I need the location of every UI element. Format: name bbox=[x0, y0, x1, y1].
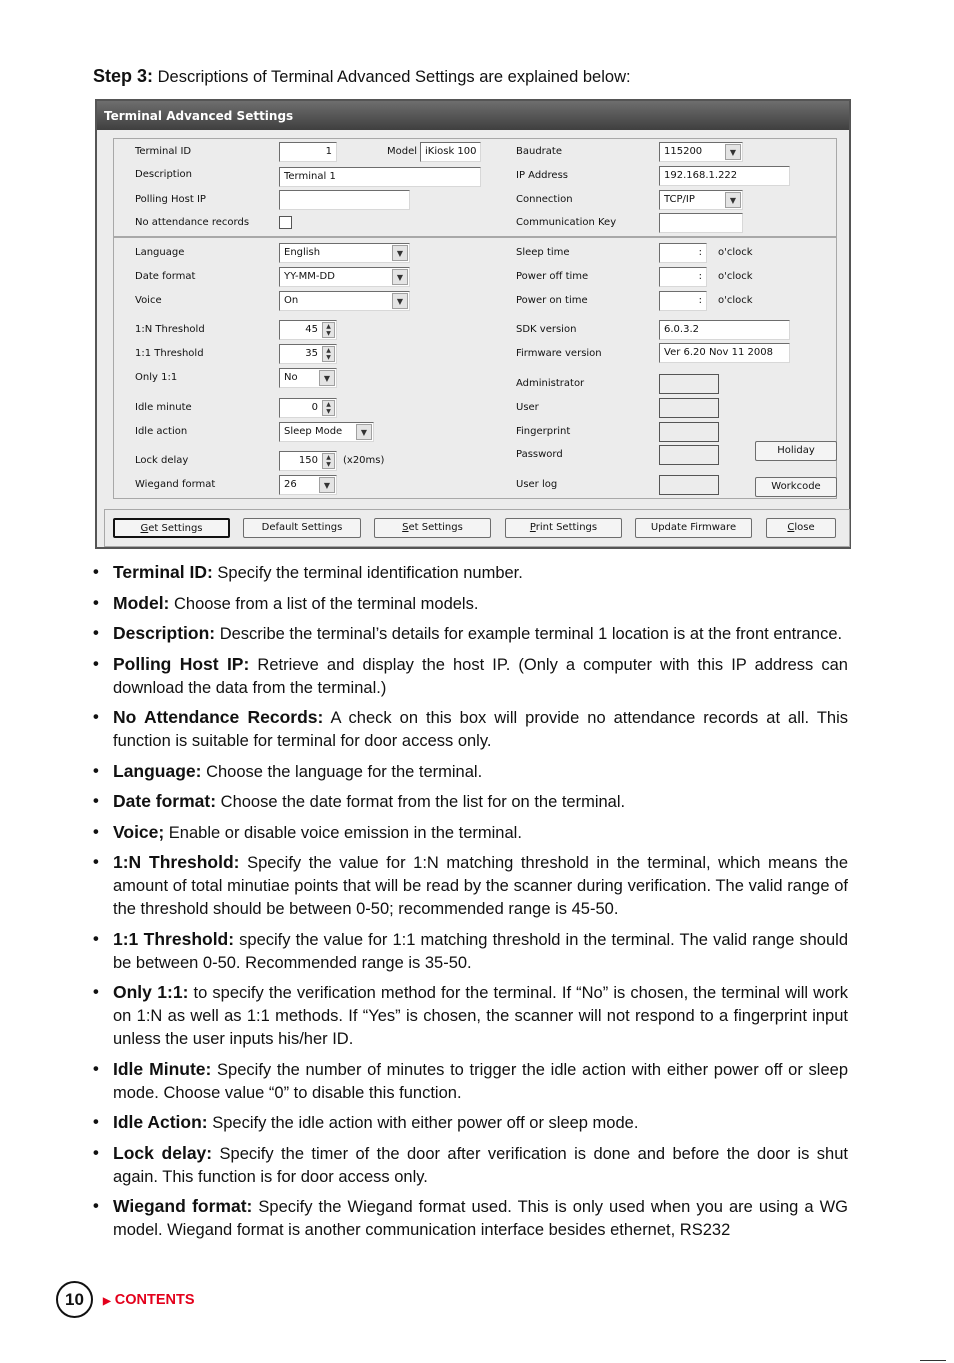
fingerprint-label: Fingerprint bbox=[516, 426, 571, 437]
print-settings-mnemonic: P bbox=[529, 522, 536, 533]
idle-action-label: Idle action bbox=[135, 426, 188, 437]
description-label: Description bbox=[135, 169, 192, 180]
user-log-label: User log bbox=[516, 479, 558, 490]
sleep-time-input[interactable]: : bbox=[659, 243, 707, 263]
one-threshold-value: 35 bbox=[305, 348, 318, 359]
holiday-button[interactable]: Holiday bbox=[755, 441, 837, 461]
print-settings-label: rint Settings bbox=[535, 522, 598, 533]
set-settings-label: et Settings bbox=[408, 522, 463, 533]
only-11-select[interactable] bbox=[279, 368, 337, 388]
lock-delay-label: Lock delay bbox=[135, 455, 189, 466]
list-item-term: Wiegand format: bbox=[113, 1196, 253, 1216]
idle-minute-label: Idle minute bbox=[135, 402, 192, 413]
workcode-button[interactable]: Workcode bbox=[755, 477, 837, 497]
wiegand-format-select[interactable] bbox=[279, 475, 337, 495]
list-item bbox=[93, 928, 848, 975]
get-settings-button[interactable] bbox=[113, 518, 230, 538]
power-off-time-input[interactable]: : bbox=[659, 267, 707, 287]
list-item bbox=[93, 706, 848, 753]
sdk-version-input[interactable]: 6.0.3.2 bbox=[659, 320, 790, 340]
list-item-text: Retrieve and display the host IP. (Only a computer with this IP address can download the data from the terminal.) bbox=[113, 655, 848, 697]
ip-address-input[interactable]: 192.168.1.222 bbox=[659, 166, 790, 186]
triangle-right-icon: ▶ bbox=[103, 1296, 111, 1307]
list-item bbox=[93, 981, 848, 1051]
list-item-text: Specify the idle action with either power off or sleep mode. bbox=[207, 1114, 639, 1132]
polling-host-ip-input[interactable] bbox=[279, 190, 410, 210]
set-settings-button[interactable] bbox=[374, 518, 491, 538]
voice-select[interactable] bbox=[279, 291, 410, 311]
chevron-down-icon[interactable]: ▼ bbox=[319, 370, 335, 386]
sleep-time-oclock: o'clock bbox=[718, 247, 753, 258]
no-attendance-checkbox[interactable] bbox=[279, 216, 292, 229]
contents-link[interactable] bbox=[103, 1292, 194, 1308]
language-value: English bbox=[284, 247, 321, 258]
no-attendance-label: No attendance records bbox=[135, 217, 250, 228]
list-item bbox=[93, 561, 848, 585]
list-item-text: Describe the terminal’s details for example terminal 1 location is at the front entrance. bbox=[215, 625, 843, 643]
administrator-count bbox=[659, 374, 719, 394]
default-settings-button[interactable]: Default Settings bbox=[243, 518, 361, 538]
list-item bbox=[93, 851, 848, 921]
chevron-down-icon[interactable]: ▼ bbox=[725, 144, 741, 160]
user-log-count bbox=[659, 475, 719, 495]
list-item-term: Voice; bbox=[113, 821, 165, 842]
n-threshold-label: 1:N Threshold bbox=[135, 324, 205, 335]
spin-arrows-icon[interactable]: ▲ ▼ bbox=[322, 400, 335, 416]
fingerprint-count bbox=[659, 422, 719, 442]
user-count bbox=[659, 398, 719, 418]
list-item-text: Specify the Wiegand format used. This is only used when you are using a WG model. Wiegand format is another communication interface besides ethernet, RS232 bbox=[113, 1198, 848, 1239]
terminal-id-input[interactable]: 1 bbox=[279, 142, 337, 162]
list-item-text: Specify the terminal identification number. bbox=[212, 564, 523, 582]
list-item-term: Only 1:1: bbox=[113, 982, 189, 1002]
window-title: Terminal Advanced Settings bbox=[97, 101, 849, 130]
list-item-term: Lock delay: bbox=[113, 1142, 213, 1163]
voice-label: Voice bbox=[135, 295, 162, 306]
get-settings-label: et Settings bbox=[148, 523, 203, 534]
n-threshold-value: 45 bbox=[305, 324, 318, 335]
communication-key-input[interactable] bbox=[659, 213, 743, 233]
power-on-time-label: Power on time bbox=[516, 295, 588, 306]
date-format-select[interactable] bbox=[279, 267, 410, 287]
list-item-text: Choose from a list of the terminal models. bbox=[169, 594, 479, 613]
description-input[interactable]: Terminal 1 bbox=[279, 167, 481, 187]
list-item-term: 1:1 Threshold: bbox=[113, 928, 235, 949]
idle-action-select[interactable] bbox=[279, 422, 374, 442]
contents-link-label: CONTENTS bbox=[114, 1292, 195, 1308]
step-text: Descriptions of Terminal Advanced Settings are explained below: bbox=[153, 68, 631, 86]
list-item-term: 1:N Threshold: bbox=[113, 852, 240, 872]
list-item-term: Model: bbox=[113, 592, 170, 613]
list-item bbox=[93, 760, 848, 784]
list-item-term: Idle Action: bbox=[113, 1112, 208, 1132]
lock-delay-value: 150 bbox=[298, 455, 318, 466]
close-label: lose bbox=[794, 522, 815, 533]
list-item-term: Polling Host IP: bbox=[113, 653, 250, 674]
close-mnemonic: C bbox=[787, 522, 795, 533]
settings-description-list bbox=[93, 561, 848, 1249]
date-format-value: YY-MM-DD bbox=[284, 271, 335, 282]
chevron-down-icon[interactable]: ▼ bbox=[356, 424, 372, 440]
list-item-text: Enable or disable voice emission in the terminal. bbox=[164, 823, 522, 842]
list-item bbox=[93, 1058, 848, 1105]
connection-label: Connection bbox=[516, 194, 573, 205]
one-threshold-label: 1:1 Threshold bbox=[135, 348, 204, 359]
update-firmware-button[interactable]: Update Firmware bbox=[635, 518, 752, 538]
sleep-time-label: Sleep time bbox=[516, 247, 570, 258]
connection-select[interactable] bbox=[659, 190, 743, 210]
list-item bbox=[93, 1195, 848, 1242]
list-item-text: specify the value for 1:1 matching threshold in the terminal. The valid range should be between 0-50. Recommended range is 35-50. bbox=[113, 930, 848, 972]
list-item bbox=[93, 790, 848, 814]
page-number: 10 bbox=[56, 1281, 93, 1318]
connection-value: TCP/IP bbox=[664, 194, 695, 205]
idle-minute-value: 0 bbox=[311, 402, 318, 413]
model-input[interactable]: iKiosk 100 bbox=[420, 142, 481, 162]
list-item-term: Date format: bbox=[113, 791, 217, 811]
chevron-down-icon[interactable]: ▼ bbox=[392, 269, 408, 285]
close-button[interactable] bbox=[766, 518, 836, 538]
wiegand-format-label: Wiegand format bbox=[135, 479, 216, 490]
chevron-down-icon[interactable]: ▼ bbox=[392, 293, 408, 309]
list-item-term: Description: bbox=[113, 623, 216, 643]
baudrate-label: Baudrate bbox=[516, 146, 562, 157]
idle-minute-stepper[interactable] bbox=[279, 398, 337, 418]
one-threshold-stepper[interactable] bbox=[279, 344, 337, 364]
list-item-text: to specify the verification method for the terminal. If “No” is chosen, the terminal will work on 1:N as well as 1:1 methods. If “Yes” is chosen, the scanner will not respond to a fingerprint input unless the user inputs his/her ID. bbox=[113, 984, 848, 1048]
print-settings-button[interactable] bbox=[505, 518, 622, 538]
list-item bbox=[93, 653, 848, 700]
list-item-term: Language: bbox=[113, 760, 202, 781]
list-item bbox=[93, 1142, 848, 1189]
terminal-advanced-settings-window bbox=[95, 99, 851, 549]
lock-delay-stepper[interactable] bbox=[279, 451, 337, 471]
language-label: Language bbox=[135, 247, 185, 258]
only-11-label: Only 1:1 bbox=[135, 372, 178, 383]
model-label: Model bbox=[387, 146, 418, 157]
set-settings-mnemonic: S bbox=[402, 522, 409, 533]
chevron-down-icon[interactable]: ▼ bbox=[319, 477, 335, 493]
list-item bbox=[93, 592, 848, 616]
list-item bbox=[93, 622, 848, 646]
only-11-value: No bbox=[284, 372, 298, 383]
list-item-term: No Attendance Records: bbox=[113, 707, 324, 727]
lock-delay-unit: (x20ms) bbox=[343, 455, 385, 466]
password-count bbox=[659, 445, 719, 465]
power-off-oclock: o'clock bbox=[718, 271, 753, 282]
footer-rule bbox=[920, 1360, 946, 1361]
list-item-text: Specify the number of minutes to trigger the idle action with either power off or sleep mode. Choose value “0” to disable this function. bbox=[113, 1060, 849, 1102]
step-heading bbox=[93, 66, 631, 87]
language-select[interactable] bbox=[279, 243, 410, 263]
list-item bbox=[93, 821, 848, 845]
firmware-version-label: Firmware version bbox=[516, 348, 602, 359]
password-label: Password bbox=[516, 449, 563, 460]
user-label: User bbox=[516, 402, 539, 413]
spin-arrows-icon[interactable]: ▲ ▼ bbox=[322, 322, 335, 338]
list-item-text: Choose the date format from the list for on the terminal. bbox=[216, 793, 626, 811]
power-on-oclock: o'clock bbox=[718, 295, 753, 306]
list-item bbox=[93, 1111, 848, 1135]
n-threshold-stepper[interactable] bbox=[279, 320, 337, 340]
power-off-time-label: Power off time bbox=[516, 271, 589, 282]
communication-key-label: Communication Key bbox=[516, 217, 617, 228]
firmware-version-input[interactable]: Ver 6.20 Nov 11 2008 bbox=[659, 343, 790, 363]
list-item-text: Specify the value for 1:N matching threshold in the terminal, which means the amount of total minutiae points that will be read by the scanner during verification. The valid range of the threshold should be between 0-50; recommended range is 45-50. bbox=[113, 854, 848, 918]
polling-host-ip-label: Polling Host IP bbox=[135, 194, 206, 205]
date-format-label: Date format bbox=[135, 271, 196, 282]
baudrate-select[interactable] bbox=[659, 142, 743, 162]
list-item-term: Idle Minute: bbox=[113, 1058, 212, 1079]
administrator-label: Administrator bbox=[516, 378, 585, 389]
spin-arrows-icon[interactable]: ▲ ▼ bbox=[322, 453, 335, 469]
step-label: Step 3: bbox=[93, 66, 154, 86]
get-settings-mnemonic: G bbox=[140, 523, 149, 534]
list-item-text: A check on this box will provide no attendance records at all. This function is suitable for terminal for door access only. bbox=[113, 709, 848, 750]
list-item-term: Terminal ID: bbox=[113, 562, 213, 582]
wiegand-format-value: 26 bbox=[284, 479, 297, 490]
chevron-down-icon[interactable]: ▼ bbox=[725, 192, 741, 208]
list-item-text: Choose the language for the terminal. bbox=[201, 762, 483, 781]
power-on-time-input[interactable]: : bbox=[659, 291, 707, 311]
terminal-id-label: Terminal ID bbox=[135, 146, 192, 157]
voice-value: On bbox=[284, 295, 299, 306]
baudrate-value: 115200 bbox=[664, 146, 703, 157]
sdk-version-label: SDK version bbox=[516, 324, 577, 335]
idle-action-value: Sleep Mode bbox=[284, 426, 343, 437]
ip-address-label: IP Address bbox=[516, 170, 568, 181]
chevron-down-icon[interactable]: ▼ bbox=[392, 245, 408, 261]
list-item-text: Specify the timer of the door after verification is done and before the door is shut again. This function is for door access only. bbox=[113, 1144, 848, 1186]
spin-arrows-icon[interactable]: ▲ ▼ bbox=[322, 346, 335, 362]
